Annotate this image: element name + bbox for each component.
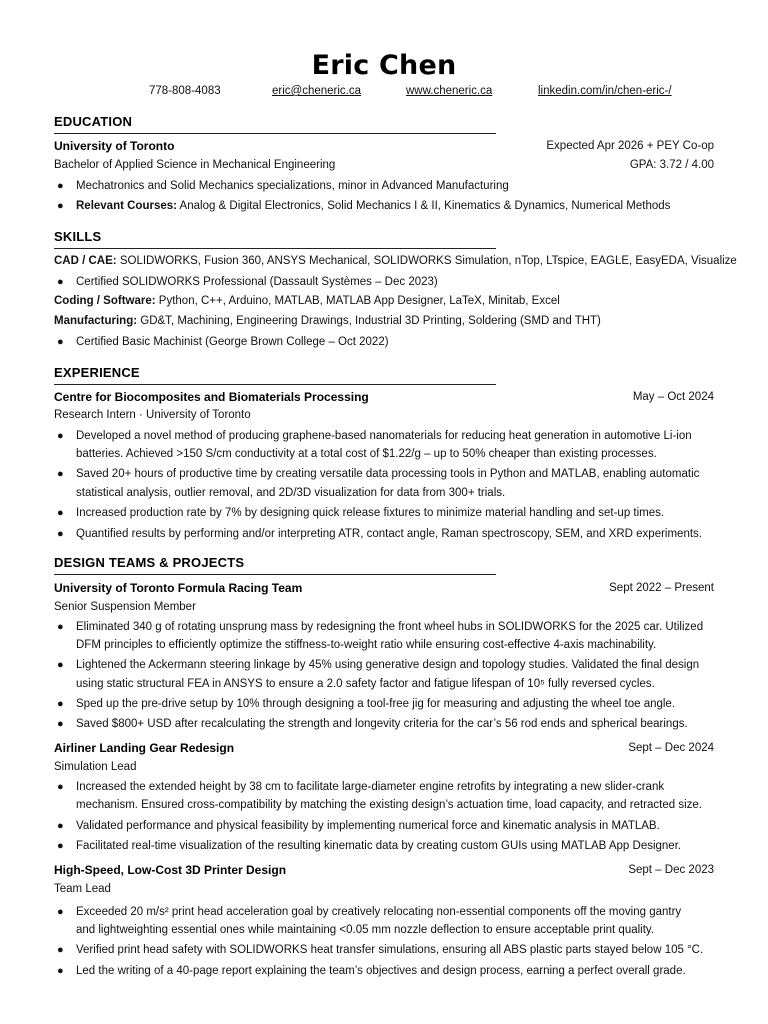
bullet-icon: ● xyxy=(57,200,64,212)
bullet-icon: ● xyxy=(57,718,64,730)
section-divider xyxy=(54,384,496,385)
project-name: Airliner Landing Gear Redesign xyxy=(54,741,235,755)
project-name: High-Speed, Low-Cost 3D Printer Design xyxy=(54,863,287,877)
gpa: GPA: 3.72 / 4.00 xyxy=(629,159,714,171)
courses: Analog & Digital Electronics, Solid Mechanics I & II, Kinematics & Dynamics, Numerical Methods xyxy=(179,200,671,212)
bullet-icon: ● xyxy=(57,906,64,918)
education-heading: EDUCATION xyxy=(54,114,133,129)
bullet-icon: ● xyxy=(57,180,64,192)
project-date: Sept 2022 – Present xyxy=(609,582,714,594)
bullet-icon: ● xyxy=(57,659,64,671)
school-name: University of Toronto xyxy=(54,139,175,153)
education-date: Expected Apr 2026 + PEY Co-op xyxy=(546,140,714,152)
degree-row xyxy=(54,157,714,173)
education-row xyxy=(54,138,714,155)
section-divider xyxy=(54,133,496,134)
bullet-icon: ● xyxy=(57,820,64,832)
organization: Centre for Biocomposites and Biomaterials Processing xyxy=(54,390,369,404)
phone-number: 778-808-4083 xyxy=(149,85,221,97)
skills-heading: SKILLS xyxy=(54,229,102,244)
website-link[interactable]: www.cheneric.ca xyxy=(406,85,493,97)
skill-row-manufacturing: Manufacturing: GD&T, Machining, Engineering Drawings, Industrial 3D Printing, Soldering (SMD and THT) xyxy=(54,315,601,327)
project-date: Sept – Dec 2024 xyxy=(628,742,714,754)
bullet-icon: ● xyxy=(57,507,64,519)
bullet-icon: ● xyxy=(57,965,64,977)
skill-row-coding: Coding / Software: Python, C++, Arduino, MATLAB, MATLAB App Designer, LaTeX, Minitab, Excel xyxy=(54,295,560,307)
experience-heading: EXPERIENCE xyxy=(54,365,140,380)
project-name: University of Toronto Formula Racing Team xyxy=(54,581,303,595)
section-divider xyxy=(54,574,496,575)
experience-row xyxy=(54,389,714,406)
linkedin-link[interactable]: linkedin.com/in/chen-eric-/ xyxy=(538,85,672,97)
project-date: Sept – Dec 2023 xyxy=(628,864,714,876)
bullet-icon: ● xyxy=(57,336,64,348)
bullet-icon: ● xyxy=(57,840,64,852)
bullet-icon: ● xyxy=(57,781,64,793)
email-link[interactable]: eric@cheneric.ca xyxy=(272,85,362,97)
experience-role: Research Intern · University of Toronto xyxy=(54,409,251,421)
bullet-icon: ● xyxy=(57,468,64,480)
project-role: Senior Suspension Member xyxy=(54,601,196,613)
skill-row-cad: CAD / CAE: SOLIDWORKS, Fusion 360, ANSYS Mechanical, SOLIDWORKS Simulation, nTop, LTspice, EAGLE, EasyEDA, Visualize xyxy=(54,255,737,267)
project-role: Simulation Lead xyxy=(54,761,137,773)
bullet-icon: ● xyxy=(57,276,64,288)
degree: Bachelor of Applied Science in Mechanical Engineering xyxy=(54,159,336,171)
experience-date: May – Oct 2024 xyxy=(632,391,714,403)
bullet-icon: ● xyxy=(57,621,64,633)
bullet-icon: ● xyxy=(57,944,64,956)
project-row xyxy=(54,862,714,879)
project-row xyxy=(54,740,714,757)
project-row xyxy=(54,580,714,597)
bullet-icon: ● xyxy=(57,528,64,540)
bullet-icon: ● xyxy=(57,698,64,710)
project-role: Team Lead xyxy=(54,883,111,895)
bullet-icon: ● xyxy=(57,430,64,442)
projects-heading: DESIGN TEAMS & PROJECTS xyxy=(54,555,245,570)
courses-label: Relevant Courses: xyxy=(76,200,177,212)
section-divider xyxy=(54,248,496,249)
candidate-name: Eric Chen xyxy=(311,50,457,81)
